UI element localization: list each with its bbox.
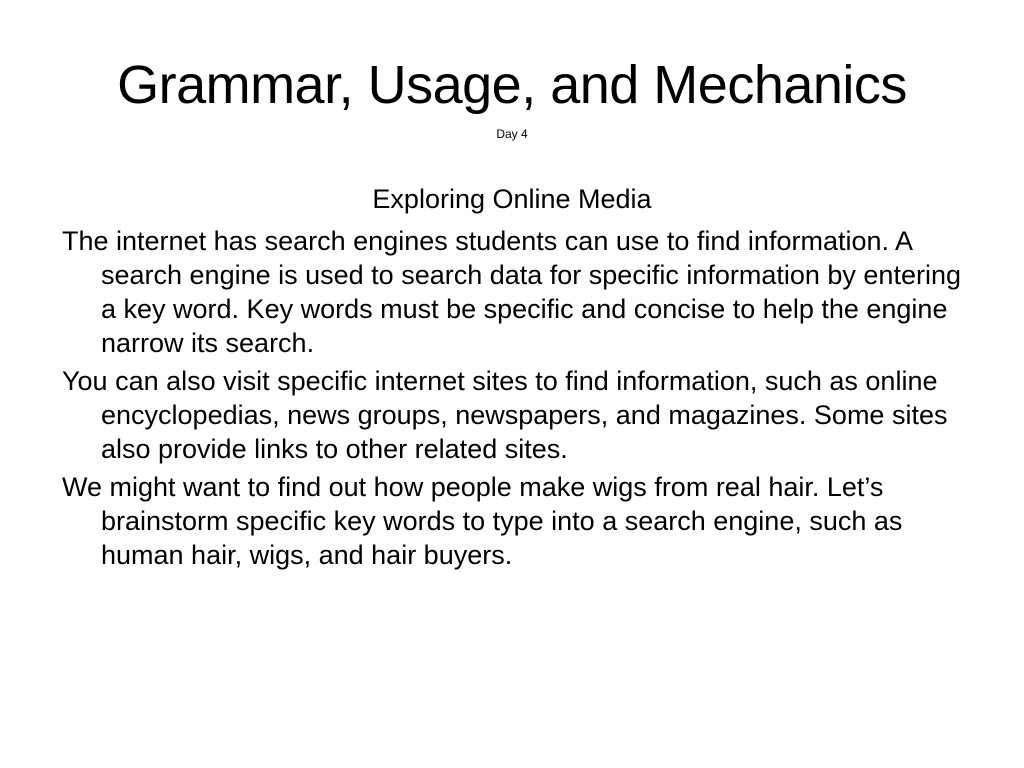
slide-body — [62, 224, 962, 576]
slide-title: Grammar, Usage, and Mechanics — [117, 55, 907, 115]
slide-subtitle: Day 4 — [496, 127, 528, 141]
paragraph-search-engines: The internet has search engines students can use to find information. A search engine is used to search data for specific information by entering a key word. Key words must be specific and concise to help the engine narrow its search. — [62, 226, 961, 358]
paragraph-brainstorm: We might want to find out how people make wigs from real hair. Let’s brainstorm specific key words to type into a search engine, such as human hair, wigs, and hair buyers. — [62, 472, 903, 570]
section-heading: Exploring Online Media — [372, 184, 652, 214]
paragraph-internet-sites: You can also visit specific internet sites to find information, such as online encyclopedias, news groups, newspapers, and magazines. Some sites also provide links to other related sites. — [62, 366, 948, 464]
